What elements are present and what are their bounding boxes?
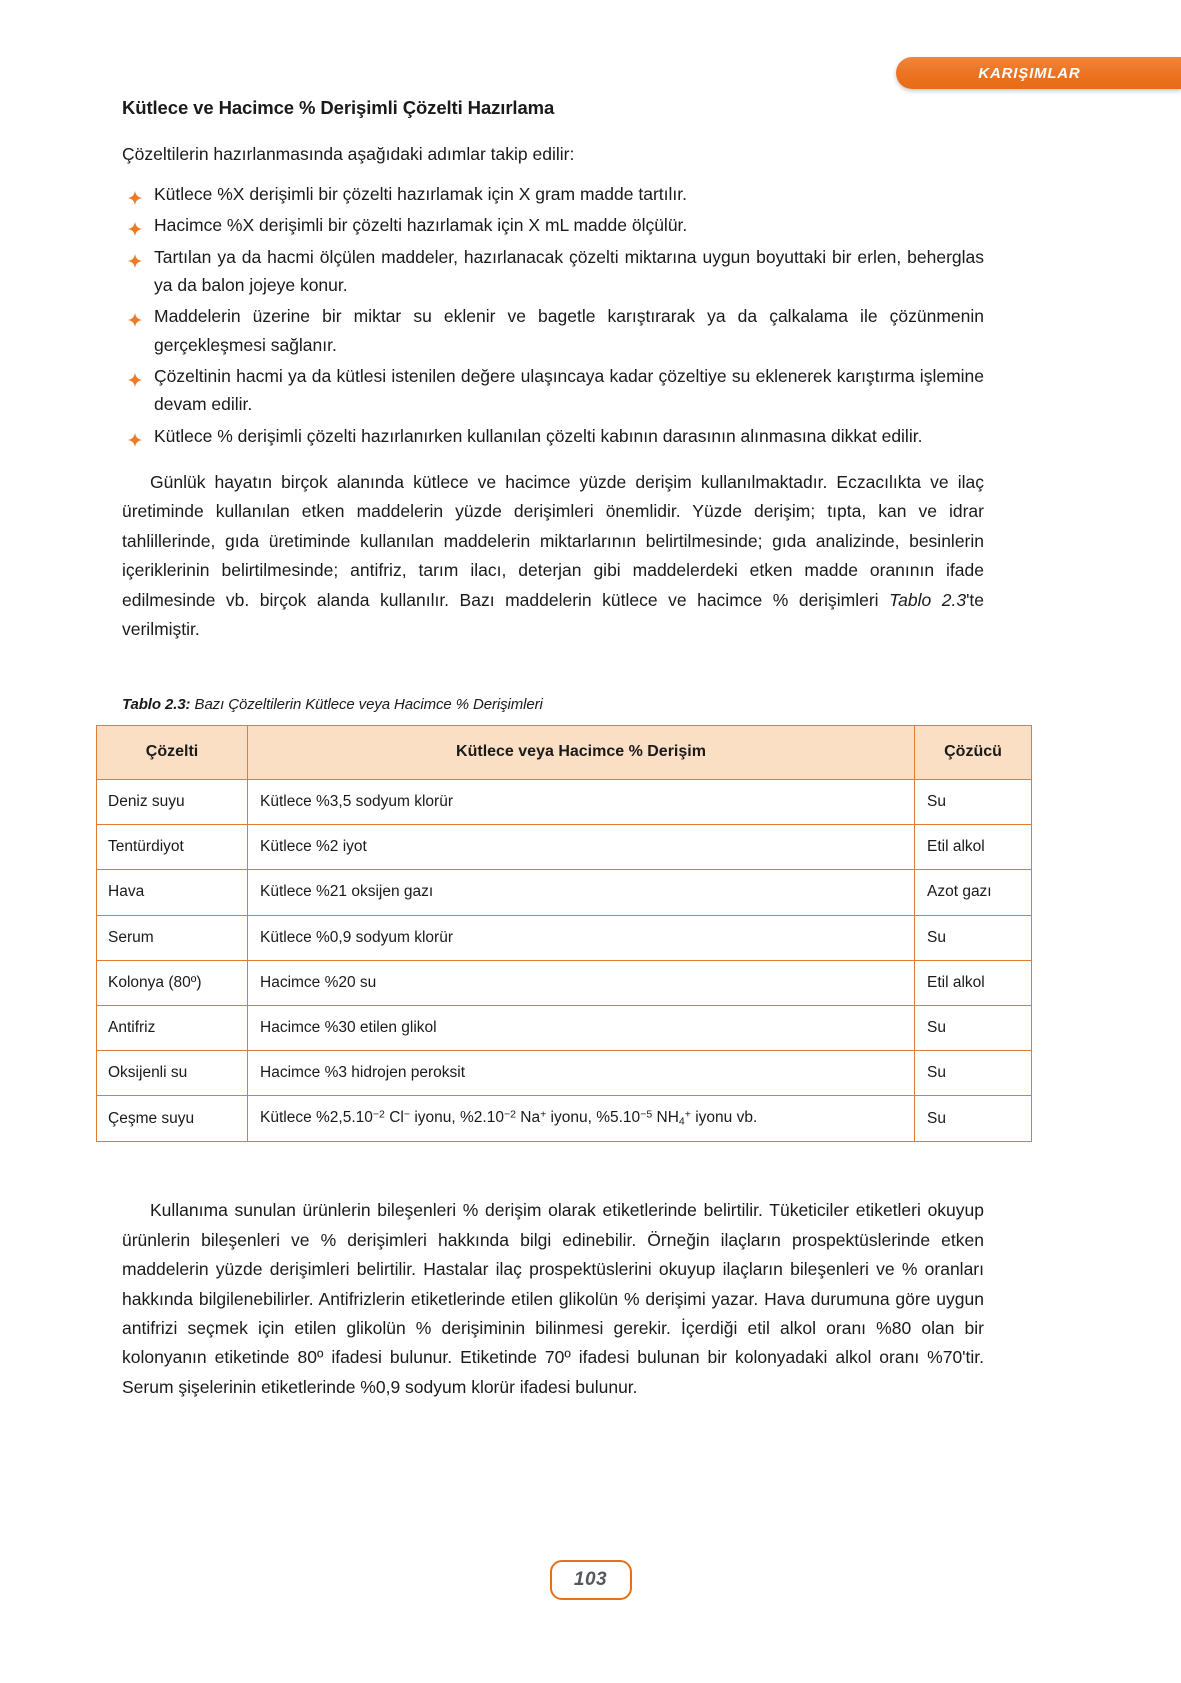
- cell-concentration-formula: [248, 1096, 915, 1142]
- column-header-solvent: Çözücü: [915, 726, 1032, 780]
- page-number-badge: [550, 1560, 632, 1600]
- column-header-solution: Çözelti: [97, 726, 248, 780]
- cell-concentration: Kütlece %3,5 sodyum klorür: [248, 780, 915, 825]
- formula-part-7: iyonu vb.: [690, 1109, 758, 1127]
- sparkle-bullet-icon: [127, 217, 143, 233]
- table-caption: [122, 696, 984, 713]
- formula-sub-6: 4: [678, 1115, 685, 1128]
- cell-concentration: Hacimce %30 etilen glikol: [248, 1005, 915, 1050]
- formula-sup-3: −2: [503, 1108, 516, 1121]
- table-reference: Tablo 2.3: [889, 589, 967, 610]
- cell-solution: Deniz suyu: [97, 780, 248, 825]
- table-row: [97, 960, 1032, 1005]
- list-item: [122, 302, 984, 359]
- table-row: [97, 780, 1032, 825]
- cell-solution: Hava: [97, 870, 248, 915]
- table-row: [97, 1005, 1032, 1050]
- formula-part-1: Kütlece %2,5.10: [260, 1109, 373, 1127]
- formula-sup-6: +: [684, 1108, 691, 1121]
- concentrations-table: [96, 725, 1032, 1142]
- list-item: [122, 243, 984, 300]
- cell-solution: Çeşme suyu: [97, 1096, 248, 1142]
- column-header-concentration: Kütlece veya Hacimce % Derişim: [248, 726, 915, 780]
- steps-list: [122, 180, 984, 450]
- table-header-row: [97, 726, 1032, 780]
- list-item-label: Kütlece %X derişimli bir çözelti hazırlamak için X gram madde tartılır.: [154, 183, 687, 204]
- cell-solvent: Etil alkol: [915, 960, 1032, 1005]
- closing-paragraph: Kullanıma sunulan ürünlerin bileşenleri % derişim olarak etiketlerinde belirtilir. Tüketiciler etiketleri okuyup ürünlerin bileşenleri ve % derişimleri hakkında bilgi edinebilir. Örneğin ilaçların prospektüslerinde etken maddelerin yüzde derişimleri belirtilir. Hastalar ilaç prospektüslerini okuyup ilaçların bileşenleri ve % oranları hakkında bilgilenebilirler. Antifrizlerin etiketlerinde etilen glikolün % derişimi yazar. Hava durumuna göre uygun antifrizi seçmek için etilen glikolün % derişiminin bilinmesi gerekir. İçerdiği etil alkol oranı %80 olan bir kolonyanın etiketinde 80º ifadesi bulunur. Etiketinde 70º ifadesi bulunan bir kolonyadaki alkol oranı %70'tir. Serum şişelerinin etiketlerinde %0,9 sodyum klorür ifadesi bulunur.: [122, 1200, 984, 1397]
- list-item-label: Maddelerin üzerine bir miktar su eklenir ve bagetle karıştırarak ya da çalkalama ile çözünmenin gerçekleşmesi sağlanır.: [154, 306, 984, 355]
- list-item: [122, 362, 984, 419]
- cell-solvent: Su: [915, 780, 1032, 825]
- chapter-banner-label: KARIŞIMLAR: [978, 64, 1081, 82]
- cell-solution: Kolonya (80º): [97, 960, 248, 1005]
- cell-concentration: Kütlece %0,9 sodyum klorür: [248, 915, 915, 960]
- table-row: [97, 1050, 1032, 1095]
- cell-solution: Antifriz: [97, 1005, 248, 1050]
- sparkle-bullet-icon: [127, 249, 143, 265]
- cell-solvent: Su: [915, 915, 1032, 960]
- list-item: [122, 180, 984, 208]
- formula-part-4: Na: [515, 1109, 541, 1127]
- formula-part-5: iyonu, %5.10: [546, 1109, 641, 1127]
- table-caption-label: Tablo 2.3:: [122, 696, 191, 714]
- table-row: [97, 870, 1032, 915]
- cell-concentration: Hacimce %3 hidrojen peroksit: [248, 1050, 915, 1095]
- sparkle-bullet-icon: [127, 186, 143, 202]
- cell-solvent: Su: [915, 1005, 1032, 1050]
- list-item-label: Kütlece % derişimli çözelti hazırlanırken kullanılan çözelti kabının darasının alınmasına dikkat edilir.: [154, 425, 923, 446]
- cell-solvent: Su: [915, 1050, 1032, 1095]
- formula-part-2: Cl: [384, 1109, 404, 1127]
- cell-solvent: Azot gazı: [915, 870, 1032, 915]
- body-paragraph-1: [122, 468, 984, 644]
- sparkle-bullet-icon: [127, 308, 143, 324]
- table-row: [97, 1096, 1032, 1142]
- list-item: [122, 422, 984, 450]
- formula-sup-5: −5: [640, 1108, 653, 1121]
- page-header-banner: [861, 57, 1181, 91]
- list-item-label: Tartılan ya da hacmi ölçülen maddeler, hazırlanacak çözelti miktarına uygun boyuttaki bir erlen, beherglas ya da balon jojeye konur.: [154, 246, 984, 295]
- cell-concentration: Hacimce %20 su: [248, 960, 915, 1005]
- sparkle-bullet-icon: [127, 368, 143, 384]
- table-head: [97, 726, 1032, 780]
- table-row: [97, 915, 1032, 960]
- table-caption-text: Bazı Çözeltilerin Kütlece veya Hacimce % Derişimleri: [190, 696, 543, 714]
- page-title: Kütlece ve Hacimce % Derişimli Çözelti Hazırlama: [122, 97, 555, 118]
- cell-solution: Tentürdiyot: [97, 825, 248, 870]
- list-item-label: Hacimce %X derişimli bir çözelti hazırlamak için X mL madde ölçülür.: [154, 215, 688, 236]
- cell-solvent: Etil alkol: [915, 825, 1032, 870]
- body-paragraph-1-tail: 'te verilmiştir.: [122, 589, 985, 639]
- formula-sup-4: +: [540, 1108, 547, 1121]
- cell-concentration: Kütlece %21 oksijen gazı: [248, 870, 915, 915]
- table-body: [97, 780, 1032, 1142]
- chapter-banner: [896, 57, 1181, 89]
- cell-solution: Serum: [97, 915, 248, 960]
- page-number: 103: [573, 1569, 608, 1590]
- sparkle-bullet-icon: [127, 428, 143, 444]
- formula-sup-2: −: [403, 1108, 411, 1121]
- formula-part-6: NH: [652, 1109, 679, 1127]
- formula-sup-1: −2: [372, 1108, 385, 1121]
- intro-paragraph: Çözeltilerin hazırlanmasında aşağıdaki adımlar takip edilir:: [122, 144, 575, 165]
- formula-part-3: iyonu, %2.10: [410, 1109, 504, 1127]
- list-item-label: Çözeltinin hacmi ya da kütlesi istenilen değere ulaşıncaya kadar çözeltiye su eklenerek karıştırma işlemine devam edilir.: [154, 365, 984, 415]
- table-row: [97, 825, 1032, 870]
- page-content: [108, 96, 1002, 1402]
- list-item: [122, 211, 984, 239]
- cell-solution: Oksijenli su: [97, 1050, 248, 1095]
- cell-concentration: Kütlece %2 iyot: [248, 825, 915, 870]
- body-paragraph-1-text: Günlük hayatın birçok alanında kütlece ve hacimce yüzde derişim kullanılmaktadır. Eczacılıkta ve ilaç üretiminde kullanılan etken maddelerin yüzde derişimleri önemlidir. Yüzde derişim; tıpta, kan ve idrar tahlillerinde, gıda üretiminde kullanılan maddelerin miktarlarının belirtilmesinde; gıda analizinde, besinlerin içeriklerinin belirtilmesinde; antifriz, tarım ilacı, deterjan gibi maddelerdeki etken madde oranının ifade edilmesinde vb. birçok alanda kullanılır. Bazı maddelerin kütlece ve hacimce % derişimleri: [122, 471, 984, 610]
- cell-solvent: Su: [915, 1096, 1032, 1142]
